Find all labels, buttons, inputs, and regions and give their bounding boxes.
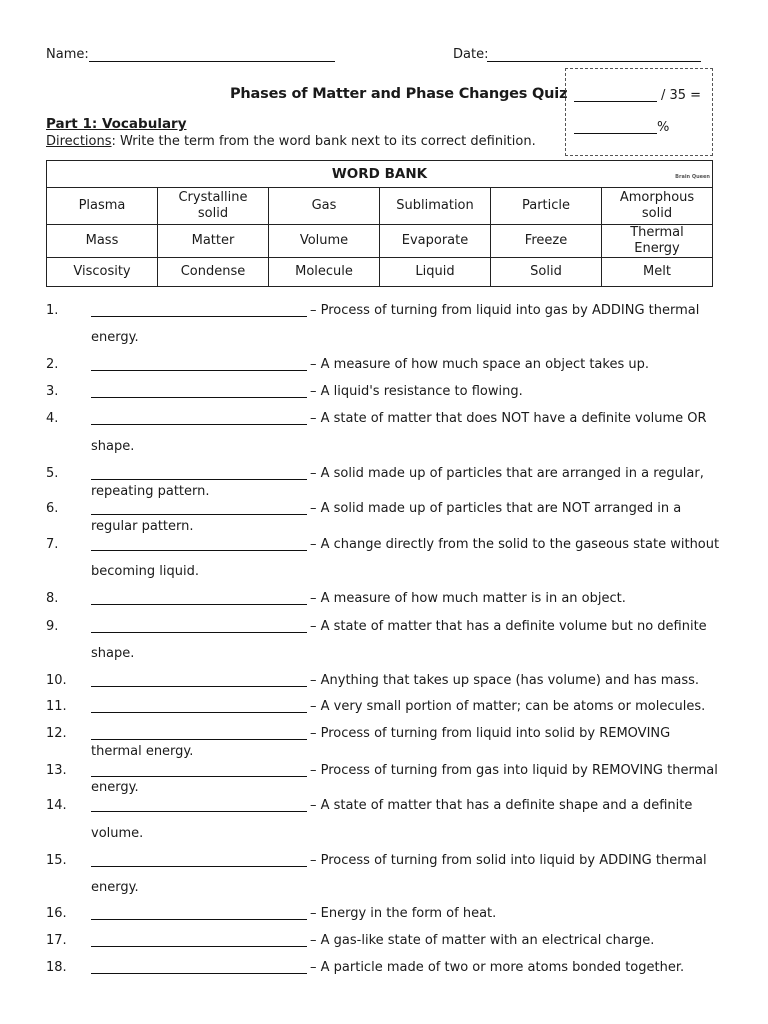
word-bank-cell: Amorphous solid — [602, 188, 713, 225]
answer-blank[interactable] — [91, 397, 307, 398]
question-definition-cont: energy. — [91, 880, 139, 895]
word-bank-cell: Evaporate — [380, 225, 491, 258]
question-definition-cont: energy. — [91, 780, 139, 795]
question-number: 15. — [46, 853, 67, 868]
score-total: / 35 = — [661, 88, 702, 103]
answer-blank[interactable] — [91, 686, 307, 687]
word-bank-cell: Sublimation — [380, 188, 491, 225]
question-definition: – A solid made up of particles that are NOT arranged in a — [310, 501, 682, 516]
question-number: 13. — [46, 763, 67, 778]
word-bank-cell: Volume — [269, 225, 380, 258]
answer-blank[interactable] — [91, 632, 307, 633]
question-definition: – A very small portion of matter; can be atoms or molecules. — [310, 699, 706, 714]
question-definition: – Energy in the form of heat. — [310, 906, 497, 921]
question-definition: – Anything that takes up space (has volume) and has mass. — [310, 673, 700, 688]
question-definition: – A state of matter that has a definite shape and a definite — [310, 798, 693, 813]
score-percent-sign: % — [657, 120, 670, 135]
answer-blank[interactable] — [91, 550, 307, 551]
question-number: 16. — [46, 906, 67, 921]
answer-blank[interactable] — [91, 514, 307, 515]
word-bank-cell: Plasma — [47, 188, 158, 225]
question-definition: – Process of turning from gas into liquid by REMOVING thermal — [310, 763, 718, 778]
question-definition: – A state of matter that does NOT have a definite volume OR — [310, 411, 707, 426]
word-bank-cell: Liquid — [380, 258, 491, 287]
answer-blank[interactable] — [91, 776, 307, 777]
question-definition: – A measure of how much space an object takes up. — [310, 357, 649, 372]
question-definition: – A particle made of two or more atoms bonded together. — [310, 960, 685, 975]
word-bank-cell: Viscosity — [47, 258, 158, 287]
question-definition-cont: becoming liquid. — [91, 564, 199, 579]
answer-blank[interactable] — [91, 604, 307, 605]
question-definition-cont: volume. — [91, 826, 144, 841]
score-percent-field[interactable] — [574, 133, 657, 134]
question-number: 2. — [46, 357, 59, 372]
answer-blank[interactable] — [91, 739, 307, 740]
question-number: 17. — [46, 933, 67, 948]
answer-blank[interactable] — [91, 946, 307, 947]
question-definition: – Process of turning from liquid into solid by REMOVING — [310, 726, 671, 741]
directions — [46, 134, 536, 149]
date-label: Date: — [453, 47, 489, 62]
score-box — [565, 68, 713, 156]
question-definition: – A change directly from the solid to the gaseous state without — [310, 537, 720, 552]
question-number: 6. — [46, 501, 59, 516]
word-bank-cell: Molecule — [269, 258, 380, 287]
answer-blank[interactable] — [91, 866, 307, 867]
question-number: 8. — [46, 591, 59, 606]
directions-label: Directions — [46, 134, 112, 149]
word-bank-title-text: WORD BANK — [331, 166, 428, 182]
directions-text: : Write the term from the word bank next to its correct definition. — [111, 134, 536, 149]
word-bank-cell: Melt — [602, 258, 713, 287]
question-number: 14. — [46, 798, 67, 813]
question-number: 12. — [46, 726, 67, 741]
answer-blank[interactable] — [91, 479, 307, 480]
question-definition-cont: shape. — [91, 439, 135, 454]
answer-blank[interactable] — [91, 712, 307, 713]
question-definition-cont: shape. — [91, 646, 135, 661]
answer-blank[interactable] — [91, 370, 307, 371]
word-bank-title — [47, 161, 713, 188]
question-definition-cont: thermal energy. — [91, 744, 194, 759]
answer-blank[interactable] — [91, 316, 307, 317]
brand-logo: Brain Queen — [675, 174, 710, 180]
question-definition: – A gas-like state of matter with an electrical charge. — [310, 933, 655, 948]
score-points-field[interactable] — [574, 101, 657, 102]
word-bank-cell: Freeze — [491, 225, 602, 258]
name-label: Name: — [46, 47, 89, 62]
question-definition: – A measure of how much matter is in an object. — [310, 591, 626, 606]
question-definition: – A solid made up of particles that are arranged in a regular, — [310, 466, 704, 481]
word-bank-cell: Mass — [47, 225, 158, 258]
question-number: 10. — [46, 673, 67, 688]
word-bank-cell: Matter — [158, 225, 269, 258]
question-definition-cont: regular pattern. — [91, 519, 194, 534]
word-bank-cell: Crystalline solid — [158, 188, 269, 225]
word-bank-table — [46, 160, 713, 287]
question-number: 1. — [46, 303, 59, 318]
date-field[interactable] — [487, 61, 701, 62]
question-number: 5. — [46, 466, 59, 481]
answer-blank[interactable] — [91, 424, 307, 425]
word-bank-cell: Thermal Energy — [602, 225, 713, 258]
question-definition-cont: repeating pattern. — [91, 484, 210, 499]
question-definition: – Process of turning from solid into liquid by ADDING thermal — [310, 853, 707, 868]
word-bank-cell: Condense — [158, 258, 269, 287]
word-bank-cell: Particle — [491, 188, 602, 225]
question-definition: – A liquid's resistance to flowing. — [310, 384, 523, 399]
question-number: 3. — [46, 384, 59, 399]
part1-heading: Part 1: Vocabulary — [46, 116, 187, 132]
answer-blank[interactable] — [91, 811, 307, 812]
question-number: 11. — [46, 699, 67, 714]
answer-blank[interactable] — [91, 973, 307, 974]
question-number: 9. — [46, 619, 59, 634]
word-bank-cell: Gas — [269, 188, 380, 225]
name-field[interactable] — [89, 61, 335, 62]
answer-blank[interactable] — [91, 919, 307, 920]
question-number: 4. — [46, 411, 59, 426]
question-number: 18. — [46, 960, 67, 975]
page-title: Phases of Matter and Phase Changes Quiz — [230, 86, 568, 102]
word-bank-cell: Solid — [491, 258, 602, 287]
question-number: 7. — [46, 537, 59, 552]
question-definition: – Process of turning from liquid into gas by ADDING thermal — [310, 303, 700, 318]
question-definition: – A state of matter that has a definite volume but no definite — [310, 619, 707, 634]
question-definition-cont: energy. — [91, 330, 139, 345]
